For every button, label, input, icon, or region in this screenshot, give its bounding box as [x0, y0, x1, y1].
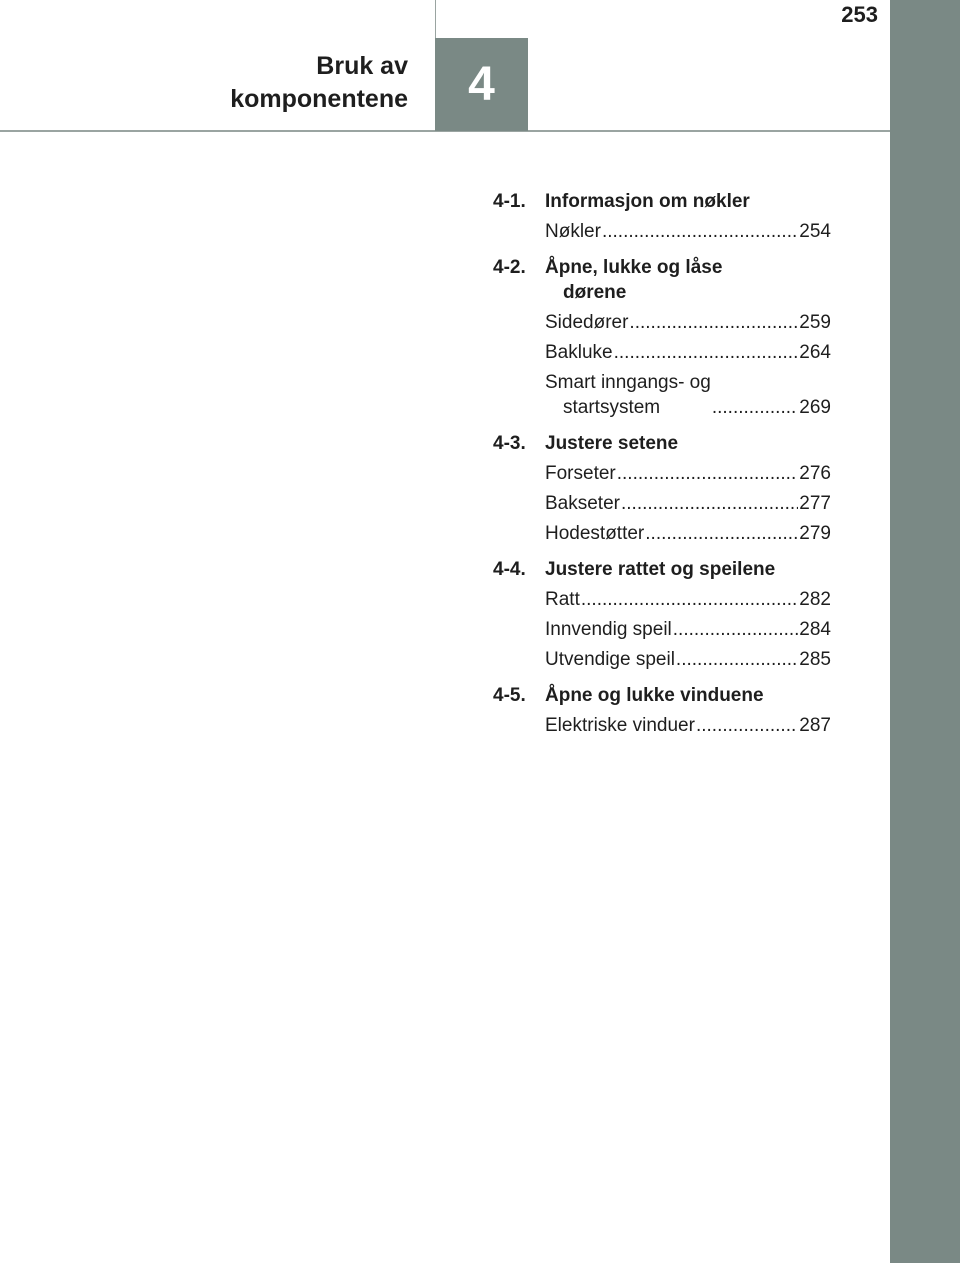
header-divider-vertical	[435, 0, 436, 38]
section-number: 4-4.	[493, 559, 526, 580]
toc-entry-innvendig-speil[interactable]	[545, 617, 831, 642]
page-number: 253	[841, 2, 878, 27]
entry-page: 287	[799, 715, 831, 736]
toc-section-4-4[interactable]	[493, 557, 831, 582]
toc-entry-forseter[interactable]	[545, 461, 831, 486]
entry-page: 277	[799, 493, 831, 514]
entry-page: 285	[799, 649, 831, 670]
entry-label: Innvendig speil	[545, 619, 672, 640]
dot-leader	[621, 491, 798, 516]
entry-page: 282	[799, 589, 831, 610]
section-number: 4-5.	[493, 685, 526, 706]
toc-entry-hodestotter[interactable]	[545, 521, 831, 546]
toc-entry-bakluke[interactable]	[545, 340, 831, 365]
dot-leader	[712, 395, 798, 420]
section-number: 4-2.	[493, 257, 526, 278]
toc-entry-sidedorer[interactable]	[545, 310, 831, 335]
entry-label-line2: startsystem	[563, 397, 661, 418]
table-of-contents	[493, 189, 831, 738]
section-number: 4-3.	[493, 433, 526, 454]
section-title: Justere rattet og speilene	[545, 559, 776, 580]
section-title	[545, 255, 831, 305]
chapter-title-line2: komponentene	[230, 85, 408, 113]
entry-page: 279	[799, 523, 831, 544]
dot-leader	[581, 587, 798, 612]
chapter-title	[230, 50, 408, 116]
entry-page: 269	[799, 397, 831, 418]
entry-page: 284	[799, 619, 831, 640]
chapter-number-box: 4	[435, 38, 528, 131]
dot-leader	[645, 521, 798, 546]
toc-entry-nokler[interactable]	[545, 219, 831, 244]
section-title-line1: Åpne, lukke og låse	[545, 257, 723, 278]
dot-leader	[614, 340, 799, 365]
dot-leader	[696, 713, 798, 738]
entry-label: Utvendige speil	[545, 649, 675, 670]
dot-leader	[629, 310, 798, 335]
entry-page: 264	[799, 342, 831, 363]
entry-page: 276	[799, 463, 831, 484]
entry-page: 259	[799, 312, 831, 333]
entry-label: Elektriske vinduer	[545, 715, 695, 736]
toc-section-4-3[interactable]	[493, 431, 831, 456]
entry-label: Bakluke	[545, 342, 613, 363]
chapter-side-tab	[890, 0, 960, 1263]
entry-label	[545, 370, 711, 420]
toc-entry-bakseter[interactable]	[545, 491, 831, 516]
entry-label: Ratt	[545, 589, 580, 610]
toc-section-4-1[interactable]	[493, 189, 831, 214]
toc-section-4-5[interactable]	[493, 683, 831, 708]
section-title: Justere setene	[545, 433, 679, 454]
toc-section-4-2[interactable]	[493, 255, 831, 305]
section-title: Åpne og lukke vinduene	[545, 685, 764, 706]
chapter-title-line1: Bruk av	[316, 52, 408, 80]
entry-page: 254	[799, 221, 831, 242]
toc-entry-smart-inngangssystem[interactable]	[545, 370, 831, 420]
entry-label: Bakseter	[545, 493, 620, 514]
dot-leader	[602, 219, 798, 244]
entry-label: Sidedører	[545, 312, 629, 333]
toc-entry-elektriske-vinduer[interactable]	[545, 713, 831, 738]
section-number: 4-1.	[493, 191, 526, 212]
section-title-line2: dørene	[563, 282, 627, 303]
dot-leader	[676, 647, 798, 672]
entry-label: Forseter	[545, 463, 616, 484]
entry-label-line1: Smart inngangs- og	[545, 372, 711, 393]
toc-entry-ratt[interactable]	[545, 587, 831, 612]
section-title: Informasjon om nøkler	[545, 191, 750, 212]
dot-leader	[617, 461, 799, 486]
toc-entry-utvendige-speil[interactable]	[545, 647, 831, 672]
entry-label: Nøkler	[545, 221, 601, 242]
dot-leader	[673, 617, 799, 642]
entry-label: Hodestøtter	[545, 523, 645, 544]
